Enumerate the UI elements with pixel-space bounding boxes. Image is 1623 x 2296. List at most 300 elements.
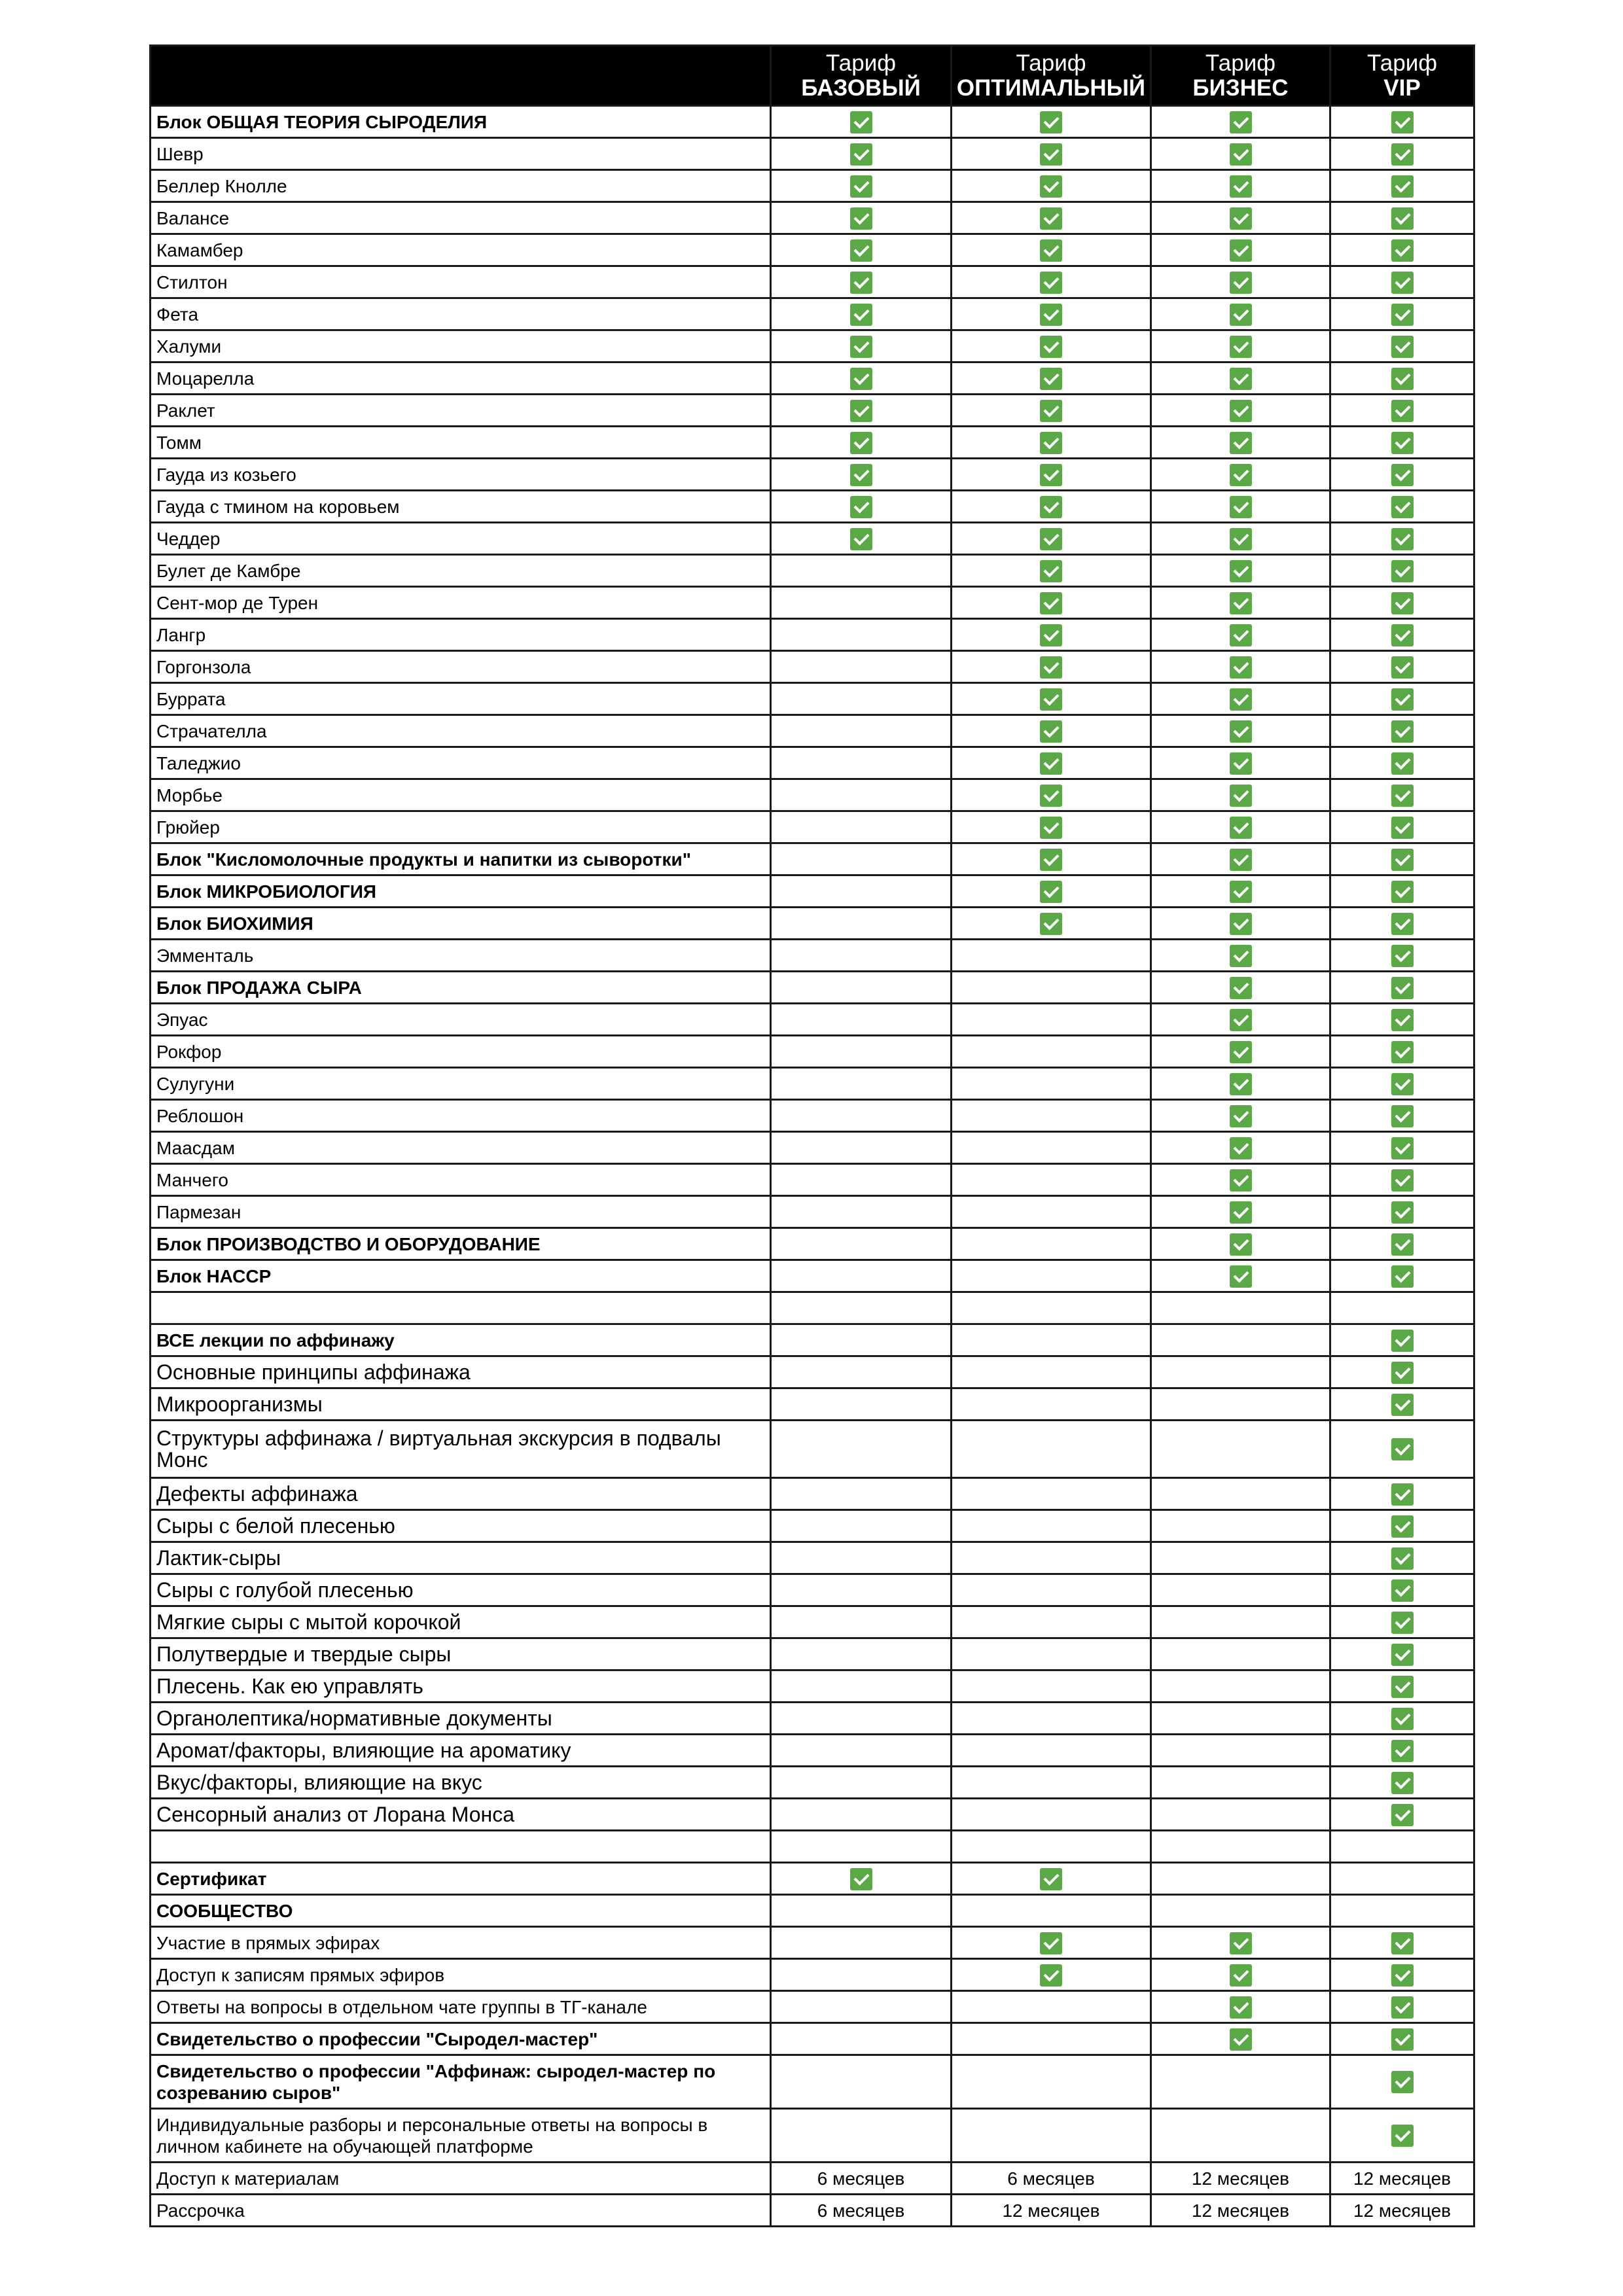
row-label: Моцарелла — [151, 362, 771, 395]
included-cell — [952, 427, 1151, 459]
row-label: Сыры с голубой плесенью — [151, 1574, 771, 1606]
included-cell — [1330, 1324, 1474, 1356]
row-label: Камамбер — [151, 234, 771, 266]
included-cell — [1151, 170, 1330, 202]
table-row — [151, 715, 1474, 747]
checkmark-icon — [1391, 464, 1414, 486]
checkmark-icon — [1391, 1330, 1414, 1352]
empty-cell — [771, 1991, 952, 2023]
checkmark-icon — [1391, 1676, 1414, 1698]
empty-cell — [771, 1260, 952, 1292]
row-label: Блок МИКРОБИОЛОГИЯ — [151, 875, 771, 908]
checkmark-icon — [1391, 977, 1414, 999]
included-cell — [1330, 170, 1474, 202]
checkmark-icon — [1040, 1932, 1062, 1954]
row-label: Халуми — [151, 330, 771, 362]
checkmark-icon — [1391, 592, 1414, 614]
checkmark-icon — [1040, 592, 1062, 614]
table-row — [151, 1260, 1474, 1292]
checkmark-icon — [1391, 1169, 1414, 1192]
checkmark-icon — [1391, 207, 1414, 230]
empty-cell — [952, 1606, 1151, 1638]
empty-cell — [771, 1735, 952, 1767]
table-row — [151, 1574, 1474, 1606]
table-row — [151, 1324, 1474, 1356]
included-cell — [1151, 234, 1330, 266]
checkmark-icon — [1230, 368, 1252, 390]
checkmark-icon — [1391, 560, 1414, 582]
checkmark-icon — [1230, 1233, 1252, 1256]
empty-cell — [771, 651, 952, 683]
checkmark-icon — [1391, 1804, 1414, 1826]
checkmark-icon — [1391, 817, 1414, 839]
table-row — [151, 747, 1474, 779]
included-cell — [1151, 1132, 1330, 1164]
included-cell — [1151, 972, 1330, 1004]
value-cell — [952, 2195, 1151, 2227]
included-cell — [1330, 234, 1474, 266]
checkmark-icon — [1230, 111, 1252, 133]
empty-cell — [952, 1478, 1151, 1510]
included-cell — [1330, 1927, 1474, 1959]
table-row — [151, 875, 1474, 908]
empty-cell — [1151, 1542, 1330, 1574]
table-row — [151, 940, 1474, 972]
checkmark-icon — [1040, 207, 1062, 230]
included-cell — [1330, 1260, 1474, 1292]
checkmark-icon — [1391, 368, 1414, 390]
included-cell — [1330, 1799, 1474, 1831]
checkmark-icon — [1040, 1964, 1062, 1987]
empty-cell — [771, 1799, 952, 1831]
table-row — [151, 1959, 1474, 1991]
checkmark-icon — [1230, 400, 1252, 422]
row-label: Полутвердые и твердые сыры — [151, 1638, 771, 1670]
included-cell — [1330, 1510, 1474, 1542]
included-cell — [1330, 1100, 1474, 1132]
empty-cell — [771, 811, 952, 843]
empty-cell — [952, 1100, 1151, 1132]
row-label: Мягкие сыры с мытой корочкой — [151, 1606, 771, 1638]
checkmark-icon — [1391, 785, 1414, 807]
empty-cell — [952, 940, 1151, 972]
included-cell — [1151, 459, 1330, 491]
checkmark-icon — [1391, 2071, 1414, 2093]
checkmark-icon — [850, 207, 872, 230]
checkmark-icon — [1040, 304, 1062, 326]
table-row — [151, 427, 1474, 459]
table-row — [151, 266, 1474, 298]
table-row — [151, 298, 1474, 330]
checkmark-icon — [1230, 1265, 1252, 1288]
included-cell — [952, 202, 1151, 234]
table-row — [151, 1196, 1474, 1228]
empty-cell — [1151, 1670, 1330, 1703]
checkmark-icon — [1230, 752, 1252, 775]
table-row — [151, 2109, 1474, 2163]
checkmark-icon — [1040, 496, 1062, 518]
empty-cell — [952, 1703, 1151, 1735]
included-cell — [1151, 1959, 1330, 1991]
empty-cell — [952, 1356, 1151, 1388]
checkmark-icon — [1391, 143, 1414, 166]
included-cell — [1330, 651, 1474, 683]
checkmark-icon — [850, 432, 872, 454]
empty-cell — [771, 1356, 952, 1388]
checkmark-icon — [1391, 496, 1414, 518]
checkmark-icon — [850, 464, 872, 486]
checkmark-icon — [1391, 1547, 1414, 1570]
checkmark-icon — [1391, 624, 1414, 646]
checkmark-icon — [1230, 1932, 1252, 1954]
checkmark-icon — [1230, 239, 1252, 262]
included-cell — [1151, 523, 1330, 555]
empty-cell — [771, 1574, 952, 1606]
checkmark-icon — [1040, 752, 1062, 775]
table-body — [151, 106, 1474, 2227]
row-label: Ответы на вопросы в отдельном чате группы в ТГ-канале — [151, 1991, 771, 2023]
included-cell — [1151, 1228, 1330, 1260]
included-cell — [1330, 106, 1474, 138]
cell-value: 12 месяцев — [1191, 2168, 1290, 2189]
included-cell — [1330, 138, 1474, 170]
checkmark-icon — [1230, 304, 1252, 326]
checkmark-icon — [1391, 2125, 1414, 2147]
included-cell — [1330, 811, 1474, 843]
checkmark-icon — [1040, 560, 1062, 582]
value-cell — [771, 2195, 952, 2227]
empty-cell — [771, 1196, 952, 1228]
row-label: Блок ПРОИЗВОДСТВО И ОБОРУДОВАНИЕ — [151, 1228, 771, 1260]
included-cell — [1330, 1004, 1474, 1036]
included-cell — [1151, 266, 1330, 298]
checkmark-icon — [1391, 913, 1414, 935]
checkmark-icon — [1230, 913, 1252, 935]
empty-cell — [1330, 1863, 1474, 1895]
value-cell — [952, 2163, 1151, 2195]
empty-cell — [1151, 2055, 1330, 2109]
row-label: Плесень. Как ею управлять — [151, 1670, 771, 1703]
table-row — [151, 1767, 1474, 1799]
checkmark-icon — [1391, 1612, 1414, 1634]
row-label: Чеддер — [151, 523, 771, 555]
checkmark-icon — [1391, 1772, 1414, 1794]
empty-cell — [771, 1510, 952, 1542]
row-label: Буррата — [151, 683, 771, 715]
empty-cell — [771, 747, 952, 779]
empty-cell — [771, 1831, 952, 1863]
row-label: Блок НАССР — [151, 1260, 771, 1292]
checkmark-icon — [1391, 1964, 1414, 1987]
table-row — [151, 234, 1474, 266]
included-cell — [1330, 715, 1474, 747]
empty-cell — [771, 587, 952, 619]
included-cell — [1330, 1228, 1474, 1260]
included-cell — [771, 138, 952, 170]
checkmark-icon — [1230, 624, 1252, 646]
checkmark-icon — [1230, 849, 1252, 871]
checkmark-icon — [1391, 1201, 1414, 1224]
checkmark-icon — [850, 272, 872, 294]
checkmark-icon — [1391, 1265, 1414, 1288]
row-label: Свидетельство о профессии "Сыродел-мастер" — [151, 2023, 771, 2055]
included-cell — [1151, 1927, 1330, 1959]
table-row — [151, 2055, 1474, 2109]
row-label: Рассрочка — [151, 2195, 771, 2227]
checkmark-icon — [1391, 432, 1414, 454]
included-cell — [1151, 587, 1330, 619]
row-label: Беллер Кнолле — [151, 170, 771, 202]
table-row — [151, 170, 1474, 202]
header-row — [151, 46, 1474, 106]
empty-cell — [952, 1036, 1151, 1068]
table-row — [151, 1004, 1474, 1036]
table-row — [151, 1831, 1474, 1863]
included-cell — [1151, 491, 1330, 523]
checkmark-icon — [1391, 688, 1414, 711]
included-cell — [1330, 1478, 1474, 1510]
included-cell — [1151, 106, 1330, 138]
included-cell — [1330, 747, 1474, 779]
included-cell — [1330, 1132, 1474, 1164]
empty-cell — [771, 555, 952, 587]
empty-cell — [771, 1959, 952, 1991]
cell-value: 12 месяцев — [1002, 2200, 1100, 2221]
cell-value: 6 месяцев — [817, 2168, 905, 2189]
checkmark-icon — [850, 368, 872, 390]
empty-cell — [771, 1292, 952, 1324]
row-label: Фета — [151, 298, 771, 330]
included-cell — [1330, 1670, 1474, 1703]
included-cell — [1151, 843, 1330, 875]
empty-cell — [771, 619, 952, 651]
included-cell — [952, 523, 1151, 555]
included-cell — [1330, 972, 1474, 1004]
header-empty-cell — [151, 46, 771, 106]
empty-cell — [1151, 1863, 1330, 1895]
checkmark-icon — [850, 304, 872, 326]
table-row — [151, 811, 1474, 843]
table-row — [151, 651, 1474, 683]
included-cell — [952, 779, 1151, 811]
included-cell — [1151, 908, 1330, 940]
included-cell — [952, 1959, 1151, 1991]
included-cell — [1151, 362, 1330, 395]
checkmark-icon — [1230, 945, 1252, 967]
empty-cell — [771, 875, 952, 908]
checkmark-icon — [1230, 560, 1252, 582]
empty-cell — [952, 1735, 1151, 1767]
included-cell — [1151, 298, 1330, 330]
empty-cell — [1151, 1767, 1330, 1799]
empty-cell — [952, 1767, 1151, 1799]
included-cell — [952, 651, 1151, 683]
row-label: Лактик-сыры — [151, 1542, 771, 1574]
checkmark-icon — [1040, 624, 1062, 646]
included-cell — [1330, 2023, 1474, 2055]
checkmark-icon — [1040, 239, 1062, 262]
included-cell — [771, 427, 952, 459]
included-cell — [1330, 779, 1474, 811]
empty-cell — [771, 1324, 952, 1356]
empty-cell — [952, 1421, 1151, 1478]
empty-cell — [771, 1388, 952, 1421]
header-tariff-optimal: Тариф ОПТИМАЛЬНЫЙ — [952, 46, 1151, 106]
checkmark-icon — [1230, 656, 1252, 679]
empty-cell — [771, 843, 952, 875]
row-label — [151, 1292, 771, 1324]
table-row — [151, 619, 1474, 651]
row-label: Маасдам — [151, 1132, 771, 1164]
included-cell — [1151, 651, 1330, 683]
cell-value: 12 месяцев — [1191, 2200, 1290, 2221]
checkmark-icon — [850, 1868, 872, 1890]
checkmark-icon — [1230, 688, 1252, 711]
included-cell — [1330, 1164, 1474, 1196]
included-cell — [1330, 523, 1474, 555]
empty-cell — [771, 1638, 952, 1670]
checkmark-icon — [1040, 400, 1062, 422]
table-row — [151, 1068, 1474, 1100]
checkmark-icon — [850, 496, 872, 518]
checkmark-icon — [1040, 368, 1062, 390]
empty-cell — [1151, 1799, 1330, 1831]
empty-cell — [1151, 1478, 1330, 1510]
table-row — [151, 459, 1474, 491]
row-label: Аромат/факторы, влияющие на ароматику — [151, 1735, 771, 1767]
included-cell — [952, 747, 1151, 779]
empty-cell — [952, 1831, 1151, 1863]
checkmark-icon — [1391, 1515, 1414, 1538]
table-row — [151, 202, 1474, 234]
checkmark-icon — [1391, 239, 1414, 262]
checkmark-icon — [1391, 1580, 1414, 1602]
table-row — [151, 843, 1474, 875]
included-cell — [1330, 1606, 1474, 1638]
cell-value: 12 месяцев — [1353, 2168, 1452, 2189]
empty-cell — [771, 908, 952, 940]
empty-cell — [952, 1574, 1151, 1606]
included-cell — [1330, 908, 1474, 940]
cell-value: 12 месяцев — [1353, 2200, 1452, 2221]
included-cell — [952, 138, 1151, 170]
row-label: Сулугуни — [151, 1068, 771, 1100]
included-cell — [1151, 747, 1330, 779]
checkmark-icon — [1391, 336, 1414, 358]
table-row — [151, 1388, 1474, 1421]
included-cell — [1151, 1991, 1330, 2023]
table-row — [151, 1510, 1474, 1542]
included-cell — [1330, 940, 1474, 972]
row-label: Свидетельство о профессии "Аффинаж: сыродел-мастер по созреванию сыров" — [151, 2055, 771, 2109]
empty-cell — [771, 972, 952, 1004]
empty-cell — [952, 1004, 1151, 1036]
checkmark-icon — [1230, 1041, 1252, 1063]
row-label: Блок ПРОДАЖА СЫРА — [151, 972, 771, 1004]
empty-cell — [771, 1100, 952, 1132]
cell-value: 6 месяцев — [1007, 2168, 1095, 2189]
checkmark-icon — [1230, 1169, 1252, 1192]
empty-cell — [771, 1542, 952, 1574]
checkmark-icon — [850, 111, 872, 133]
empty-cell — [771, 1478, 952, 1510]
included-cell — [952, 170, 1151, 202]
included-cell — [771, 170, 952, 202]
included-cell — [1330, 459, 1474, 491]
empty-cell — [771, 2023, 952, 2055]
checkmark-icon — [1391, 881, 1414, 903]
included-cell — [1330, 1991, 1474, 2023]
checkmark-icon — [1230, 720, 1252, 743]
included-cell — [952, 555, 1151, 587]
checkmark-icon — [1391, 1996, 1414, 2019]
included-cell — [1330, 875, 1474, 908]
checkmark-icon — [850, 400, 872, 422]
included-cell — [1330, 1959, 1474, 1991]
checkmark-icon — [1230, 1105, 1252, 1127]
empty-cell — [771, 1895, 952, 1927]
table-row — [151, 1356, 1474, 1388]
table-row — [151, 908, 1474, 940]
empty-cell — [952, 1228, 1151, 1260]
checkmark-icon — [1230, 175, 1252, 198]
included-cell — [1151, 715, 1330, 747]
checkmark-icon — [1230, 143, 1252, 166]
empty-cell — [771, 1004, 952, 1036]
checkmark-icon — [1391, 2028, 1414, 2051]
table-row — [151, 2163, 1474, 2195]
checkmark-icon — [1040, 528, 1062, 550]
row-label: Грюйер — [151, 811, 771, 843]
empty-cell — [952, 972, 1151, 1004]
included-cell — [1330, 619, 1474, 651]
checkmark-icon — [1391, 175, 1414, 198]
table-row — [151, 1799, 1474, 1831]
empty-cell — [771, 1164, 952, 1196]
empty-cell — [1151, 1388, 1330, 1421]
included-cell — [1151, 2023, 1330, 2055]
empty-cell — [952, 1388, 1151, 1421]
included-cell — [952, 491, 1151, 523]
checkmark-icon — [1391, 849, 1414, 871]
checkmark-icon — [1040, 432, 1062, 454]
included-cell — [1330, 1036, 1474, 1068]
table-row — [151, 1670, 1474, 1703]
checkmark-icon — [850, 336, 872, 358]
included-cell — [1330, 1388, 1474, 1421]
included-cell — [1151, 330, 1330, 362]
included-cell — [771, 202, 952, 234]
row-label: Шевр — [151, 138, 771, 170]
checkmark-icon — [1040, 175, 1062, 198]
table-row — [151, 1606, 1474, 1638]
table-row — [151, 1100, 1474, 1132]
checkmark-icon — [1391, 304, 1414, 326]
table-row — [151, 106, 1474, 138]
checkmark-icon — [1391, 1137, 1414, 1159]
checkmark-icon — [1391, 1708, 1414, 1730]
checkmark-icon — [1040, 720, 1062, 743]
table-row — [151, 587, 1474, 619]
included-cell — [952, 459, 1151, 491]
included-cell — [1151, 940, 1330, 972]
included-cell — [771, 395, 952, 427]
included-cell — [952, 330, 1151, 362]
included-cell — [1151, 202, 1330, 234]
included-cell — [1330, 1196, 1474, 1228]
included-cell — [1330, 266, 1474, 298]
table-row — [151, 1927, 1474, 1959]
